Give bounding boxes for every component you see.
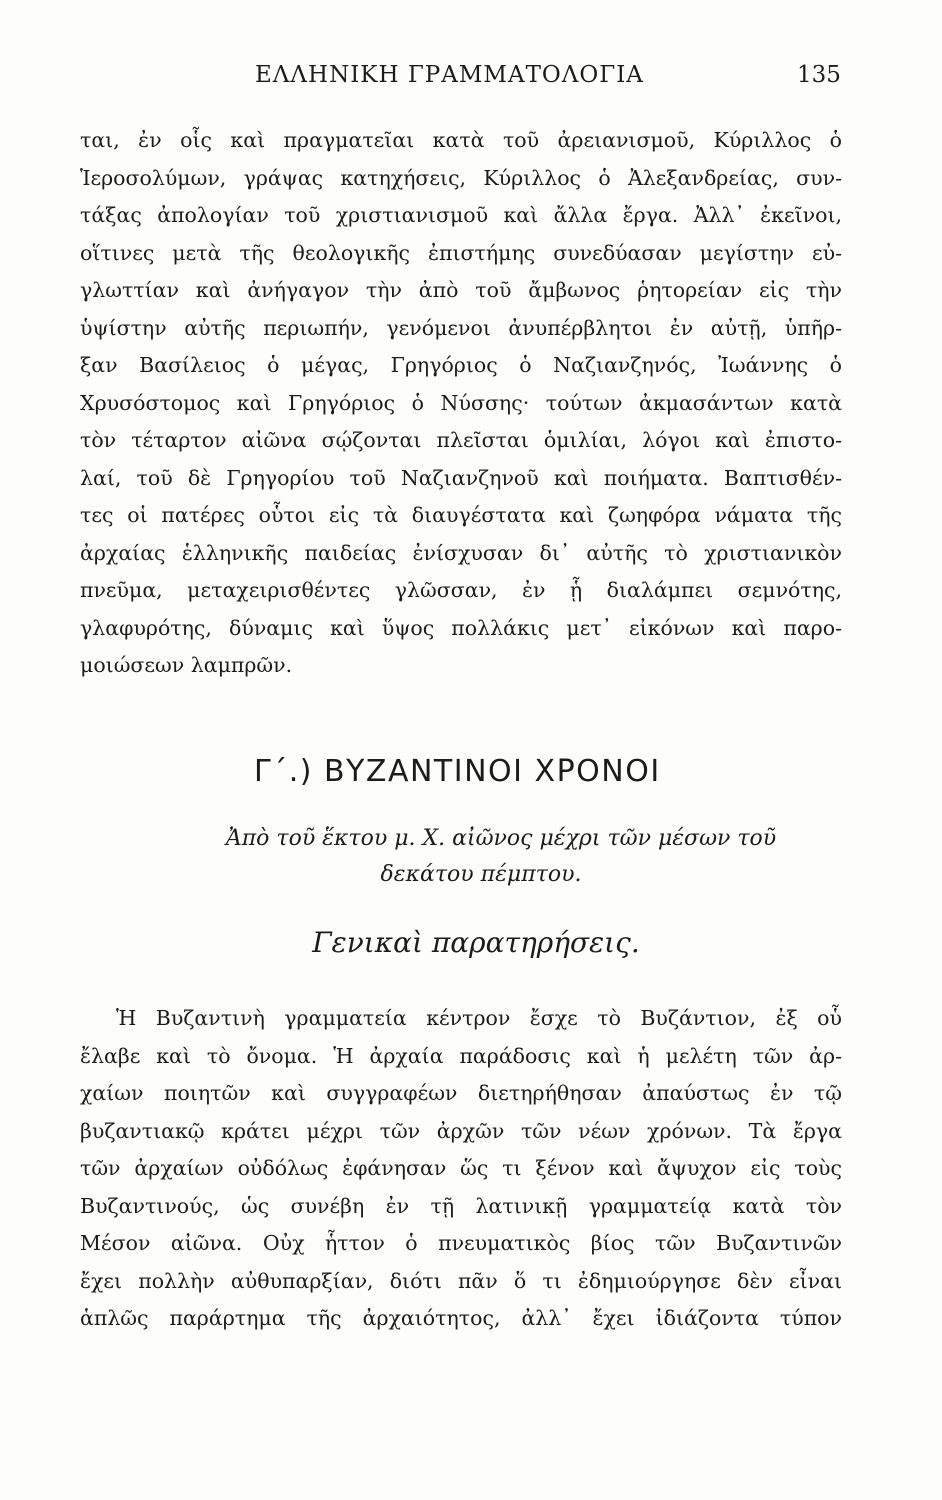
running-title: ΕΛΛΗΝΙΚΗ ΓΡΑΜΜΑΤΟΛΟΓΙΑ: [255, 62, 644, 88]
text-line: λαί, τοῦ δὲ Γρηγορίου τοῦ Ναζιανζηνοῦ καὶ ποιήματα. Βαπτισθέν-: [80, 465, 842, 490]
text-line: ἀρχαίας ἑλληνικῆς παιδείας ἐνίσχυσαν δι᾽ αὐτῆς τὸ χριστιανικὸν: [80, 540, 842, 565]
text-line: βυζαντιακῷ κράτει μέχρι τῶν ἀρχῶν τῶν νέων χρόνων. Τὰ ἔργα: [80, 1118, 842, 1143]
text-line: ξαν Βασίλειος ὁ μέγας, Γρηγόριος ὁ Ναζιανζηνός, Ἰωάννης ὁ: [80, 353, 842, 377]
text-line: ἁπλῶς παράρτημα τῆς ἀρχαιότητος, ἀλλ᾽ ἔχει ἰδιάζοντα τύπον: [80, 1306, 842, 1330]
text-line: Ἡ Βυζαντινὴ γραμματεία κέντρον ἔσχε τὸ Βυζάντιον, ἐξ οὗ: [116, 1006, 842, 1030]
text-line: ὑψίστην αὐτῆς περιωπήν, γενόμενοι ἀνυπέρβλητοι ἐν αὐτῇ, ὑπῆρ-: [80, 315, 842, 340]
text-line: πνεῦμα, μεταχειρισθέντες γλῶσσαν, ἐν ᾗ διαλάμπει σεμνότης,: [80, 578, 842, 602]
text-line: ται, ἐν οἷς καὶ πραγματεῖαι κατὰ τοῦ ἀρειανισμοῦ, Κύριλλος ὁ: [80, 128, 842, 152]
section-heading: Γ΄.) ΒΥΖΑΝΤΙΝΟΙ ΧΡΟΝΟΙ: [254, 754, 661, 789]
subheading: Γενικαὶ παρατηρήσεις.: [312, 926, 640, 959]
text-line: μοιώσεων λαμπρῶν.: [80, 653, 293, 677]
text-line: Βυζαντινούς, ὡς συνέβη ἐν τῇ λατινικῇ γραμματείᾳ κατὰ τὸν: [80, 1193, 842, 1218]
paragraph-1: [80, 122, 842, 685]
text-line: γλωττίαν καὶ ἀνήγαγον τὴν ἀπὸ τοῦ ἄμβωνος ῥητορείαν εἰς τὴν: [80, 278, 842, 302]
text-line: οἵτινες μετὰ τῆς θεολογικῆς ἐπιστήμης συνεδύασαν μεγίστην εὐ-: [80, 240, 842, 265]
text-line: τάξας ἀπολογίαν τοῦ χριστιανισμοῦ καὶ ἄλλα ἔργα. Ἀλλ᾽ ἐκεῖνοι,: [80, 203, 842, 227]
page-number: 135: [797, 62, 841, 88]
text-line: γλαφυρότης, δύναμις καὶ ὕψος πολλάκις μετ᾽ εἰκόνων καὶ παρο-: [80, 615, 842, 640]
text-line: τὸν τέταρτον αἰῶνα σῴζονται πλεῖσται ὁμιλίαι, λόγοι καὶ ἐπιστο-: [80, 428, 842, 452]
section-subtitle-line-1: Ἀπὸ τοῦ ἕκτου μ. Χ. αἰῶνος μέχρι τῶν μέσων τοῦ: [225, 826, 777, 851]
text-line: τες οἱ πατέρες οὗτοι εἰς τὰ διαυγέστατα καὶ ζωηφόρα νάματα τῆς: [80, 503, 842, 527]
text-line: Μέσον αἰῶνα. Οὐχ ἧττον ὁ πνευματικὸς βίος τῶν Βυζαντινῶν: [80, 1231, 842, 1255]
running-header: [0, 62, 942, 98]
paragraph-2: [80, 1000, 842, 1338]
section-subtitle-line-2: δεκάτου πέμπτου.: [380, 862, 582, 887]
text-line: χαίων ποιητῶν καὶ συγγραφέων διετηρήθησαν ἀπαύστως ἐν τῷ: [80, 1081, 842, 1105]
text-line: ἔλαβε καὶ τὸ ὄνομα. Ἡ ἀρχαία παράδοσις καὶ ἡ μελέτη τῶν ἀρ-: [80, 1043, 842, 1068]
text-line: ἔχει πολλὴν αὐθυπαρξίαν, διότι πᾶν ὅ τι ἐδημιούργησε δὲν εἶναι: [80, 1268, 842, 1293]
text-line: Ἱεροσολύμων, γράψας κατηχήσεις, Κύριλλος ὁ Ἀλεξανδρείας, συν-: [80, 165, 842, 190]
text-line: τῶν ἀρχαίων οὐδόλως ἐφάνησαν ὥς τι ξένον καὶ ἄψυχον εἰς τοὺς: [80, 1156, 842, 1180]
text-line: Χρυσόστομος καὶ Γρηγόριος ὁ Νύσσης· τούτων ἀκμασάντων κατὰ: [80, 390, 842, 415]
